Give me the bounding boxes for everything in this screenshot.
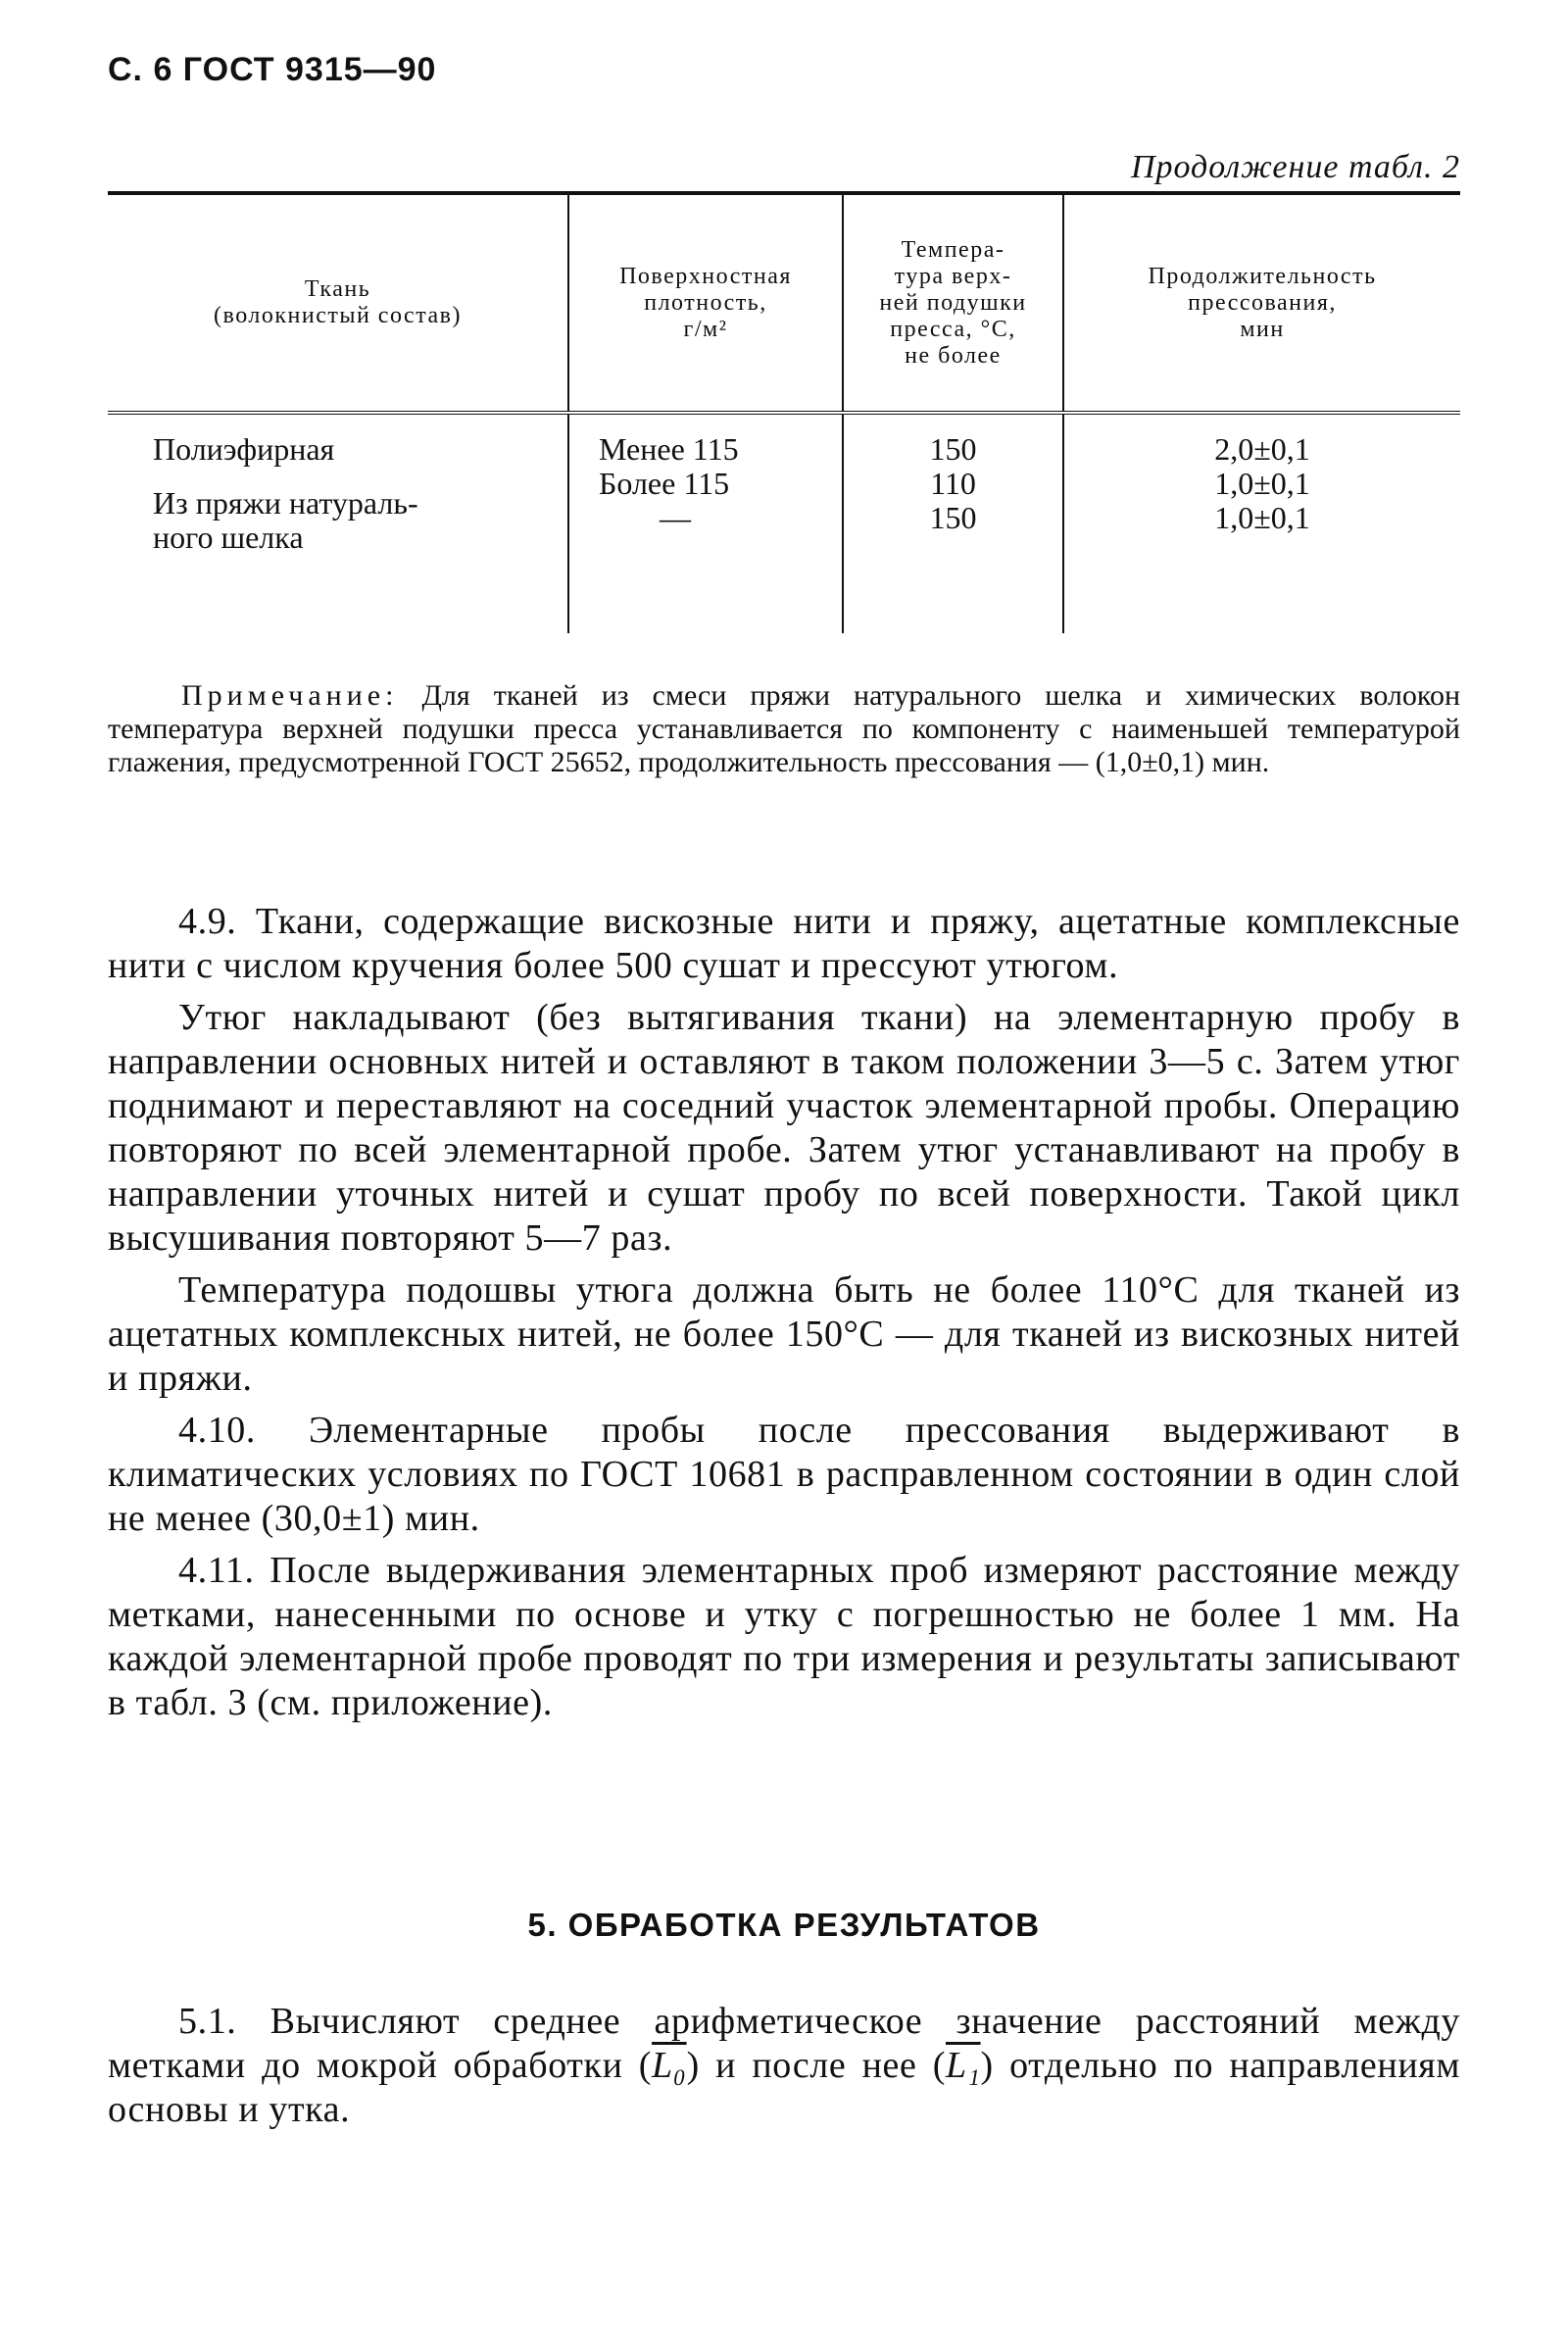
temperature-value: 150 <box>929 500 977 535</box>
note-text: Для тканей из смеси пряжи натурального шелка и химических волокон температура верхней подушки пресса устанавливается по компоненту с наименьшей температурой глажения, предусмотренной ГОСТ 25652, продолжительность прессования — (1,0±0,1) мин. <box>108 679 1461 778</box>
header-line: Темпера- <box>901 236 1005 263</box>
section-5-block <box>108 2000 1460 2132</box>
fabric-name-continued: ного шелка <box>153 520 304 555</box>
temperature-value: 150 <box>929 431 977 467</box>
table-header-row <box>108 193 1460 413</box>
data-table <box>108 191 1460 633</box>
table-note <box>108 679 1460 779</box>
paragraph-5-1 <box>108 2000 1460 2132</box>
paragraph-4-11: 4.11. После выдерживания элементарных проб измеряют расстояние между метками, нанесенными по основе и утку с погрешностью не более 1 мм. На каждой элементарной пробе проводят по три измерения и результаты записывают в табл. 3 (см. приложение). <box>108 1550 1460 1723</box>
paragraph-iron-temperature: Температура подошвы утюга должна быть не более 110°С для тканей из ацетатных комплексных нитей, не более 150°С — для тканей из вискозных нитей и пряжи. <box>108 1269 1460 1399</box>
header-line: г/м² <box>683 316 728 342</box>
temperature-value: 110 <box>930 466 976 501</box>
density-value: Более 115 <box>599 466 730 501</box>
note-label: Примечание: <box>181 679 399 712</box>
header-line: прессования, <box>1188 289 1337 316</box>
header-line: мин <box>1240 316 1285 342</box>
duration-value: 1,0±0,1 <box>1214 500 1310 535</box>
header-line: не более <box>905 342 1002 369</box>
header-line: пресса, °С, <box>890 316 1016 342</box>
duration-value: 2,0±0,1 <box>1214 431 1310 467</box>
header-line: Ткань <box>304 276 371 302</box>
paragraph-ironing-procedure: Утюг накладывают (без вытягивания ткани) на элементарную пробу в направлении основных нитей и оставляют в таком положении 3—5 с. Затем утюг поднимают и переставляют на соседний участок элементарной пробы. Операцию повторяют по всей элементарной пробе. Затем утюг устанавливают на пробу в направлении уточных нитей и сушат пробу по всей поверхности. Такой цикл высушивания повторяют 5—7 раз. <box>108 997 1460 1259</box>
duration-cell <box>1063 413 1460 633</box>
table-body-row <box>108 413 1460 633</box>
header-line: Продолжительность <box>1148 263 1377 289</box>
paragraph-5-1-part: 5.1. Вычисляют среднее арифметическое значение расстояний между метками до мокрой обработки ( <box>108 2001 1460 2086</box>
paragraph-5-1-part: ) и после нее ( <box>686 2045 946 2086</box>
column-header-density <box>568 193 843 413</box>
table-container <box>108 191 1460 633</box>
paragraph-4-9: 4.9. Ткани, содержащие вискозные нити и пряжу, ацетатные комплексные нити с числом кручения более 500 сушат и прессуют утюгом. <box>108 901 1460 986</box>
clause-block <box>108 900 1460 1733</box>
column-header-duration <box>1063 193 1460 413</box>
symbol-l1: L₁ <box>946 2045 981 2086</box>
symbol-l0: L₀ <box>652 2045 687 2086</box>
duration-value: 1,0±0,1 <box>1214 466 1310 501</box>
table-caption: Продолжение табл. 2 <box>1130 149 1460 185</box>
header-line: (волокнистый состав) <box>214 303 462 328</box>
fabric-name: Из пряжи натураль- <box>153 485 418 521</box>
header-line: плотность, <box>644 289 767 316</box>
paragraph-4-10: 4.10. Элементарные пробы после прессования выдерживают в климатических условиях по ГОСТ 10681 в расправленном состоянии в один слой не менее (30,0±1) мин. <box>108 1410 1460 1539</box>
density-cell <box>568 413 843 633</box>
density-value: — <box>660 500 691 535</box>
fabric-name: Полиэфирная <box>153 431 335 467</box>
temperature-cell <box>843 413 1063 633</box>
density-value: Менее 115 <box>599 431 739 467</box>
header-line: ней подушки <box>879 289 1027 316</box>
header-line: Поверхностная <box>619 263 792 289</box>
page-header: С. 6 ГОСТ 9315—90 <box>108 51 437 88</box>
column-header-fabric <box>108 193 568 413</box>
column-header-temperature <box>843 193 1063 413</box>
fabric-cell <box>108 413 568 633</box>
header-line: тура верх- <box>894 263 1012 289</box>
section-heading: 5. ОБРАБОТКА РЕЗУЛЬТАТОВ <box>527 1907 1041 1943</box>
paragraph-5-1-part: ) отдельно по направлениям основы и утка. <box>108 2045 1460 2130</box>
